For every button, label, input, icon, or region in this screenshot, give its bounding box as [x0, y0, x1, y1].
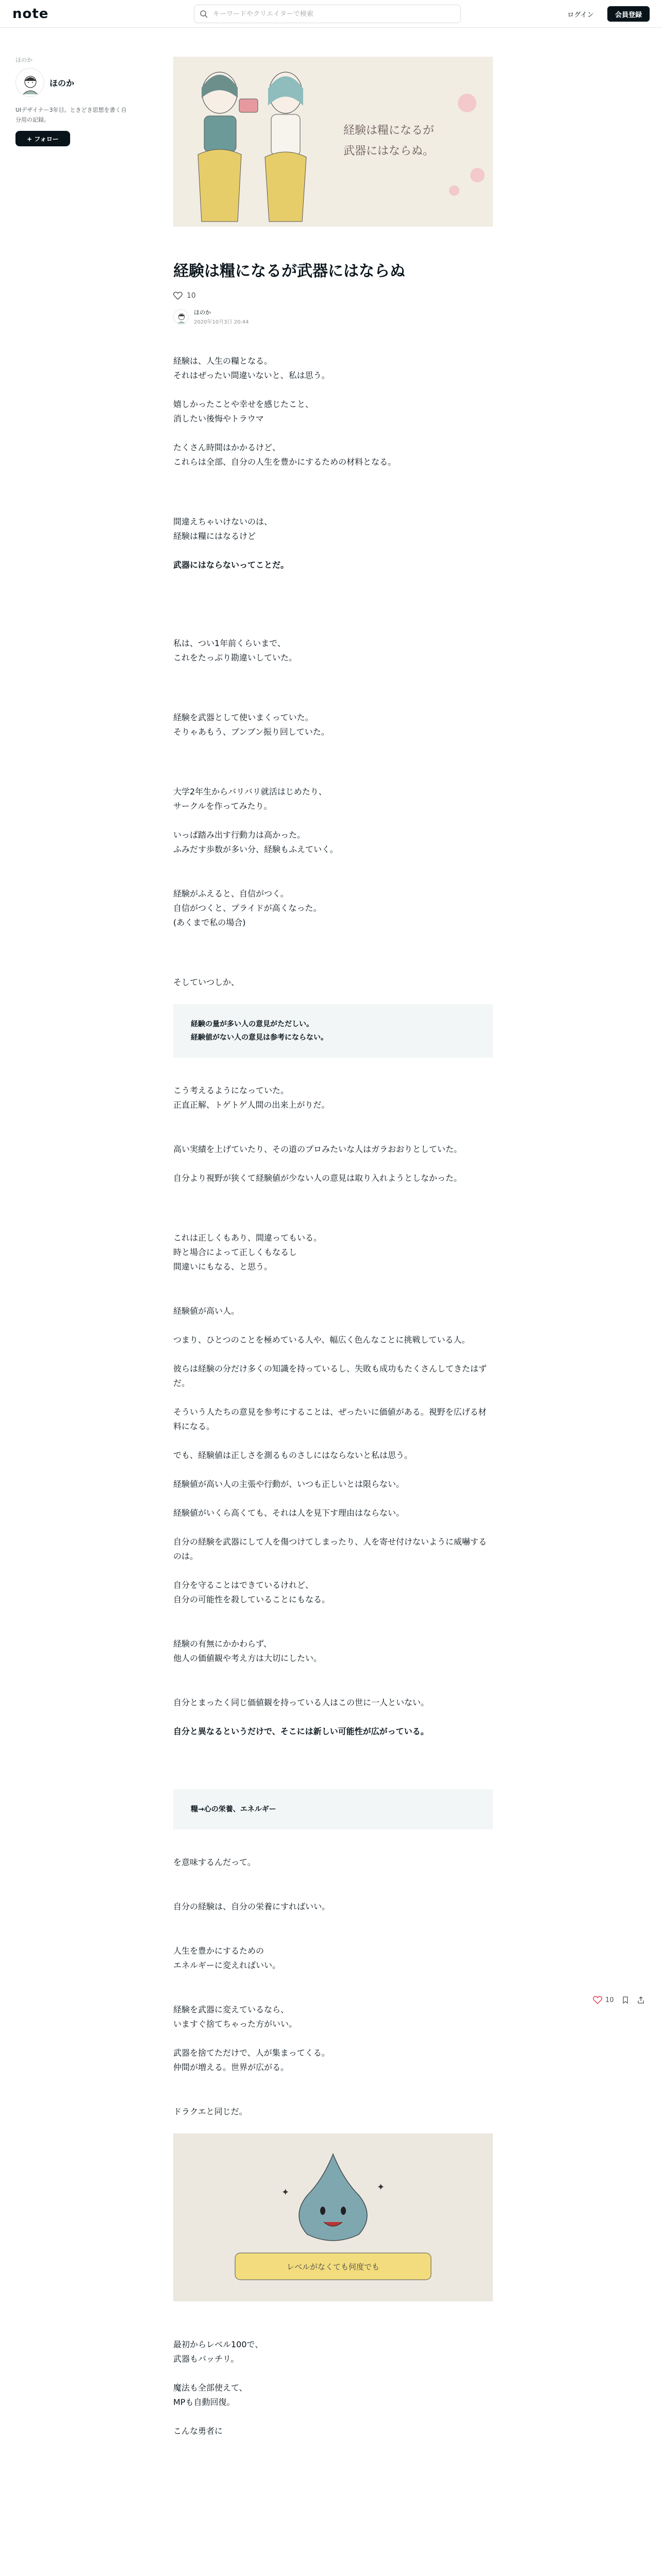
float-like-count: 10 — [605, 1996, 614, 2004]
paragraph: つまり、ひとつのことを極めている人や、幅広く色んなことに挑戦している人。 — [173, 1335, 470, 1345]
slime-caption: レベルがなくても何度でも — [286, 2262, 380, 2272]
callout-box: 経験の量が多い人の意見がただしい。 経験値がない人の意見は参考にならない。 — [173, 1004, 493, 1058]
callout-box: 糧→心の栄養、エネルギー — [173, 1789, 493, 1829]
paragraph: 自分の経験を武器にして人を傷つけてしまったり、人を寄せ付けないように威嚇するのは。 — [173, 1537, 487, 1561]
floating-actions — [593, 1996, 645, 2004]
author-avatar[interactable] — [15, 68, 44, 97]
author-bio: UIデザイナー3年目。ときどき思想を書く自分用の記録。 — [15, 107, 127, 123]
paragraph: こう考えるようになっていた。 正直正解、トゲトゲ人間の出来上がりだ。 — [173, 1086, 330, 1110]
heart-icon — [593, 1996, 602, 2004]
paragraph: 大学2年生からバリバリ就活はじめたり、 サークルを作ってみたり。 — [173, 787, 327, 811]
signup-button[interactable]: 会員登録 — [607, 6, 650, 22]
paragraph: そういう人たちの意見を参考にすることは、ぜったいに価値がある。視野を広げる材料になる。 — [173, 1407, 487, 1431]
paragraph: ドラクエと同じだ。 — [173, 2107, 247, 2116]
magazine-tag[interactable]: ほのか — [15, 57, 32, 63]
paragraph: 自分より視野が狭くて経験値が少ない人の意見は取り入れようとしなかった。 — [173, 1173, 462, 1183]
paragraph: 経験の有無にかかわらず、 他人の価値観や考え方は大切にしたい。 — [173, 1639, 322, 1663]
paragraph: 自分とまったく同じ価値観を持っている人はこの世に一人といない。 — [173, 1698, 429, 1707]
note-logo[interactable]: note — [12, 6, 49, 22]
author-name[interactable]: ほのか — [49, 78, 75, 88]
paragraph: 経験を武器に変えているなら、 いますぐ捨てちゃった方がいい。 — [173, 2005, 297, 2029]
follow-label: フォロー — [34, 135, 59, 143]
avatar-illustration-icon — [174, 310, 189, 325]
hero-text-line-1: 経験は糧になるが — [343, 124, 435, 137]
float-like-button[interactable] — [593, 1996, 614, 2004]
paragraph: 自分を守ることはできているけれど、 自分の可能性を殺していることにもなる。 — [173, 1580, 330, 1604]
paragraph: 高い実績を上げていたり、その道のプロみたいな人はガラおおりとしていた。 — [173, 1144, 462, 1154]
paragraph: 武器を捨てただけで、人が集まってくる。 仲間が増える。世界が広がる。 — [173, 2048, 330, 2072]
search-box[interactable] — [194, 5, 461, 23]
byline-text — [194, 308, 249, 325]
article-body — [173, 354, 493, 2438]
paragraph: 私は、つい1年前くらいまで、 これをたっぷり勘違いしていた。 — [173, 638, 297, 663]
author-row — [15, 68, 129, 97]
paragraph: 経験値が高い人。 — [173, 1306, 240, 1316]
byline-author[interactable]: ほのか — [194, 309, 211, 316]
paragraph: でも、経験値は正しさを測るものさしにはならないと私は思う。 — [173, 1450, 413, 1460]
like-count: 10 — [187, 292, 196, 300]
paragraph: 経験がふえると、自信がつく。 自信がつくと、プライドが高くなった。 (あくまで私の場合) — [173, 889, 322, 927]
paragraph: 経験を武器として使いまくっていた。 そりゃあもう、ブンブン振り回していた。 — [173, 713, 329, 737]
paragraph: たくさん時間はかかるけど、 これらは全部、自分の人生を豊かにするための材料となる。 — [173, 443, 396, 467]
byline-date: 2020年10月3日 20:44 — [194, 319, 249, 325]
follow-button[interactable] — [15, 131, 70, 146]
paragraph: いっぱ踏み出す行動力は高かった。 ふみだす歩数が多い分、経験もふえていく。 — [173, 830, 338, 854]
like-row — [173, 292, 493, 300]
share-icon[interactable] — [637, 1996, 645, 2004]
article — [173, 57, 493, 2453]
hero-illustration-icon — [173, 57, 493, 227]
hero-text-line-2: 武器にはならぬ。 — [343, 145, 435, 158]
paragraph: これは正しくもあり、間違ってもいる。 時と場合によって正しくもなるし 間違いにもなる、と思う。 — [173, 1233, 322, 1272]
byline-avatar[interactable] — [173, 309, 189, 325]
paragraph: こんな勇者に — [173, 2426, 223, 2436]
svg-text:✦: ✦ — [282, 2187, 290, 2198]
paragraph: 経験値がいくら高くても、それは人を見下す理由はならない。 — [173, 1508, 405, 1518]
paragraph: 間違えちゃいけないのは、 経験は糧にはなるけど — [173, 517, 273, 541]
paragraph: 魔法も全部使えて、 MPも自動回復。 — [173, 2383, 247, 2407]
author-sidebar — [15, 56, 129, 146]
byline — [173, 308, 493, 325]
slime-illustration-icon — [173, 2133, 493, 2301]
bookmark-icon[interactable] — [621, 1996, 630, 2004]
paragraph: 最初からレベル100で、 武器もバッチリ。 — [173, 2340, 263, 2364]
article-title: 経験は糧になるが武器にはならぬ — [173, 262, 405, 280]
paragraph: 自分の経験は、自分の栄養にすればいい。 — [173, 1902, 330, 1911]
paragraph: を意味するんだって。 — [173, 1857, 256, 1867]
search-input[interactable] — [213, 5, 455, 23]
avatar-illustration-icon — [16, 69, 44, 97]
paragraph: 武器にはならないってことだ。 — [173, 560, 289, 570]
paragraph: 経験は、人生の糧となる。 それはぜったい間違いないと、私は思う。 — [173, 356, 330, 380]
heart-icon[interactable] — [173, 292, 183, 300]
person-plus-icon: + — [27, 135, 32, 143]
site-header — [0, 0, 662, 28]
paragraph: そしていつしか、 — [173, 977, 240, 987]
paragraph: 人生を豊かにするための エネルギーに変えればいい。 — [173, 1946, 281, 1970]
svg-text:✦: ✦ — [377, 2182, 385, 2193]
paragraph: 経験値が高い人の主張や行動が、いつも正しいとは限らない。 — [173, 1479, 405, 1489]
search-icon — [200, 10, 208, 18]
hero-image — [173, 57, 493, 227]
login-button[interactable]: ログイン — [562, 6, 599, 22]
paragraph: 嬉しかったことや幸せを感じたこと、 消したい後悔やトラウマ — [173, 399, 314, 423]
paragraph: 彼らは経験の分だけ多くの知識を持っているし、失敗も成功もたくさんしてきたはずだ。 — [173, 1364, 487, 1388]
slime-image — [173, 2133, 493, 2301]
paragraph: 自分と異なるというだけで、そこには新しい可能性が広がっている。 — [173, 1726, 429, 1736]
